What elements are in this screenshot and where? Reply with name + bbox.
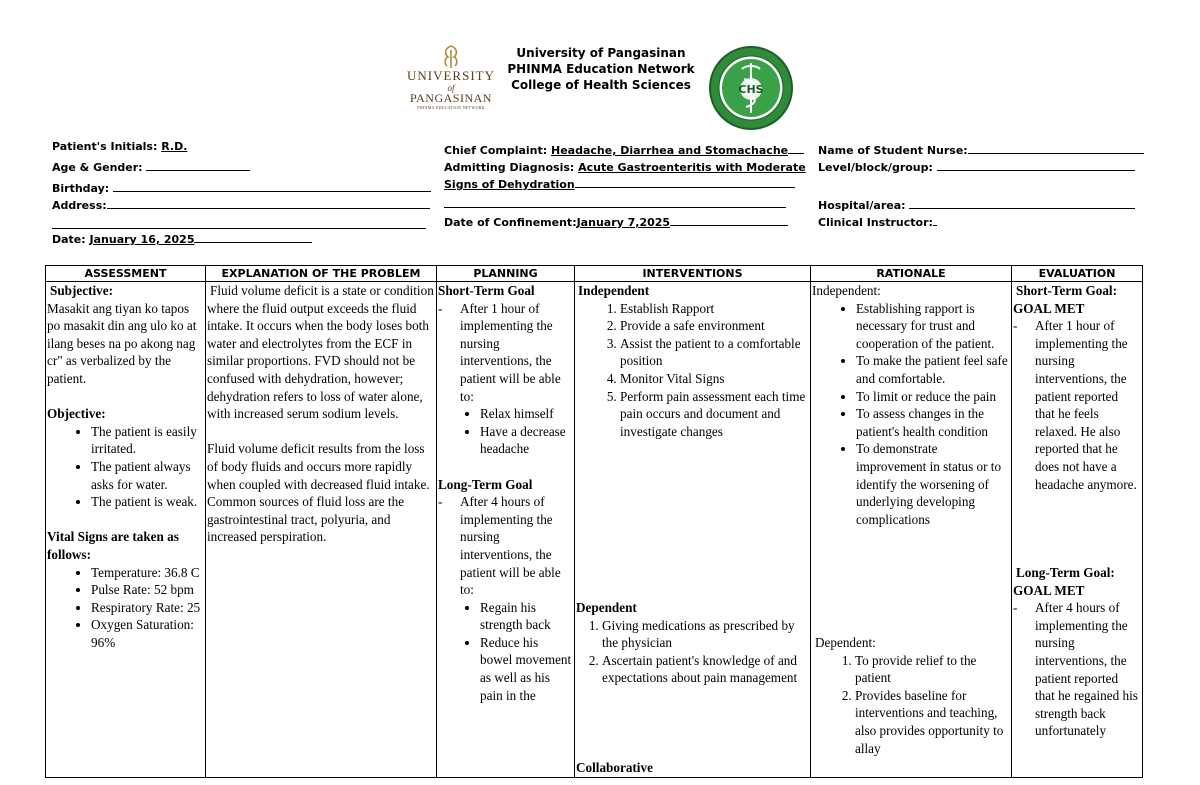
logo-word-of: of [447,83,455,93]
patient-initials-value: R.D. [161,140,188,153]
short-term-goal-text: After 1 hour of implementing the nursing interventions, the patient will be able to: [460,300,561,404]
university-logo [405,44,497,130]
list-item: • Have a decrease headache [480,423,573,458]
chief-complaint-label: Chief Complaint: [444,144,548,157]
explanation-paragraph-2: Fluid volume deficit results from the loss of body fluids and occurs more rapidly when coupled with decreased fluid intake. Common sources of fluid loss are the gastrointestinal tract, polyuria, and increased perspiration. [207,441,430,545]
short-term-evaluation-status: GOAL MET [1013,300,1085,316]
age-gender-label: Age & Gender: [52,161,143,174]
dash-marker: - [438,300,443,316]
admitting-diagnosis-line-2 [444,177,795,191]
nursing-care-plan-table [45,265,1143,778]
table-header-row [46,266,1143,282]
admitting-diagnosis-field [444,161,806,174]
objective-list [47,423,204,511]
document-header [496,45,706,93]
long-term-goal-label: Long-Term Goal [438,476,533,492]
subjective-label: Subjective: [50,283,113,298]
long-term-goal-list [438,599,573,705]
address-blank-line-2 [52,228,426,229]
chief-complaint-blank [788,143,804,154]
independent-rationale-list [812,300,1010,529]
student-nurse-label: Name of Student Nurse: [818,144,968,157]
short-term-evaluation-text: After 1 hour of implementing the nursing interventions, the patient reported that he feels relaxed. He also reported that he does not have a headache anymore. [1035,318,1137,492]
planning-cell [437,282,575,778]
explanation-paragraph-1: Fluid volume deficit is a state or condition where the fluid output exceeds the fluid intake. It occurs when the body loses both water and electrolytes from the ECF in similar proportions. FVD should not be confused with dehydration, however; dehydration refers to loss of water alone, with increased serum sodium levels. [207,283,434,422]
patient-initials-label: Patient's Initials: [52,140,158,153]
list-item: • To assess changes in the patient's health condition [856,405,1010,440]
list-item: 2. Provides baseline for interventions and teaching, also provides opportunity to allay [855,687,1010,757]
list-item: • Respiratory Rate: 25 [91,599,204,617]
vitals-label: Vital Signs are taken as follows: [47,529,179,562]
independent-interventions-list [576,300,809,441]
chief-complaint-value: Headache, Diarrhea and Stomachache [551,144,789,157]
diagnosis-blank-line [444,207,786,208]
list-item: • The patient always asks for water. [91,458,204,493]
list-item: • The patient is easily irritated. [91,423,204,458]
seal-initials: CHS [738,83,764,96]
confinement-value: January 7,2025 [576,216,671,229]
subjective-text: Masakit ang tiyan ko tapos po masakit din ang ulo ko at ilang beses na po akong nag cr" as verbalized by the patient. [47,300,197,386]
header-rationale: RATIONALE [811,266,1012,282]
list-item: • Pulse Rate: 52 bpm [91,581,204,599]
rationale-cell [811,282,1012,778]
list-item: • To demonstrate improvement in status or to identify the worsening of underlying developing complications [856,440,1010,528]
logo-word-university: UNIVERSITY [407,68,495,83]
date-blank [194,232,312,243]
age-gender-field [52,160,250,174]
date-field [52,232,312,246]
list-item: • Temperature: 36.8 C [91,564,204,582]
birthday-label: Birthday: [52,182,110,195]
list-item: • Regain his strength back [480,599,573,634]
header-planning: PLANNING [437,266,575,282]
list-item: 3. Assist the patient to a comfortable position [620,335,809,370]
dash-marker: - [438,494,443,510]
short-term-goal-item [438,300,573,406]
list-item: • Relax himself [480,405,573,423]
admitting-diagnosis-value-1: Acute Gastroenteritis with Moderate [578,161,806,174]
instructor-blank [933,215,937,226]
instructor-label: Clinical Instructor: [818,216,933,229]
header-interventions: INTERVENTIONS [575,266,811,282]
confinement-label: Date of Confinement: [444,216,577,229]
list-item: • Reduce his bowel movement as well as his pain in the [480,634,573,704]
dependent-interventions-label: Dependent [576,600,637,615]
long-term-goal-text: After 4 hours of implementing the nursing interventions, the patient will be able to: [460,494,561,598]
dependent-rationale-label: Dependent: [815,635,876,650]
hospital-label: Hospital/area: [818,199,906,212]
list-item: • Oxygen Saturation: 96% [91,616,204,651]
address-field [52,198,430,212]
long-term-evaluation-text: After 4 hours of implementing the nursing interventions, the patient reported that he regained his strength back unfortunately [1035,600,1138,739]
list-item: 1. Establish Rapport [620,300,809,318]
header-line-university: University of Pangasinan [516,46,686,60]
date-value: January 16, 2025 [89,233,195,246]
short-term-goal-label: Short-Term Goal [438,283,535,298]
header-assessment: ASSESSMENT [46,266,206,282]
admitting-diagnosis-blank [575,177,795,188]
list-item: 1. Giving medications as prescribed by the physician [602,617,809,652]
student-nurse-blank [968,143,1144,154]
dependent-rationale [815,634,1010,757]
birthday-field [52,181,431,195]
block-blank [937,160,1135,171]
collaborative-interventions-label: Collaborative [576,760,653,775]
header-evaluation: EVALUATION [1012,266,1143,282]
objective-label: Objective: [47,406,106,422]
independent-rationale-label: Independent: [812,283,881,298]
admitting-diagnosis-label: Admitting Diagnosis: [444,161,575,174]
logo-word-pangasinan: PANGASINAN [410,91,492,105]
dependent-interventions [576,599,809,687]
list-item: 4. Monitor Vital Signs [620,370,809,388]
patient-initials-field [52,140,187,153]
long-term-evaluation [1013,564,1141,740]
confinement-field [444,215,788,229]
header-line-network: PHINMA Education Network [507,62,695,76]
instructor-field [818,215,937,229]
birthday-blank [113,181,431,192]
long-term-evaluation-item [1013,599,1141,740]
hospital-field [818,198,1135,212]
student-nurse-field [818,143,1144,157]
explanation-cell [206,282,437,778]
hospital-blank [909,198,1135,209]
confinement-blank [670,215,788,226]
list-item: • To limit or reduce the pain [856,388,1010,406]
block-field [818,160,1135,174]
list-item: • Establishing rapport is necessary for trust and cooperation of the patient. [856,300,1010,353]
address-blank [107,198,430,209]
list-item: 1. To provide relief to the patient [855,652,1010,687]
assessment-cell [46,282,206,778]
long-term-evaluation-status: GOAL MET [1013,582,1085,598]
chs-seal-icon [708,45,794,131]
list-item: 2. Provide a safe environment [620,317,809,335]
logo-word-network: PHINMA EDUCATION NETWORK [417,105,485,110]
dependent-interventions-list [576,617,809,687]
address-label: Address: [52,199,107,212]
header-explanation: EXPLANATION OF THE PROBLEM [206,266,437,282]
chief-complaint-field [444,143,804,157]
independent-interventions-label: Independent [578,283,650,298]
short-term-evaluation-label: Short-Term Goal: [1016,283,1117,298]
dash-marker: - [1013,600,1018,616]
list-item: • To make the patient feel safe and comfortable. [856,352,1010,387]
long-term-goal-item [438,493,573,599]
dependent-rationale-list [815,652,1010,758]
crest-icon [438,44,464,70]
block-label: Level/block/group: [818,161,933,174]
evaluation-cell [1012,282,1143,778]
date-label: Date: [52,233,86,246]
dash-marker: - [1013,318,1018,334]
list-item: 2. Ascertain patient's knowledge of and expectations about pain management [602,652,809,687]
short-term-evaluation-item [1013,317,1141,493]
vitals-list [47,564,204,652]
short-term-goal-list [438,405,573,458]
age-gender-blank [146,160,250,171]
long-term-evaluation-label: Long-Term Goal: [1016,565,1115,580]
interventions-cell [575,282,811,778]
list-item: 5. Perform pain assessment each time pain occurs and document and investigate changes [620,388,809,441]
table-row [46,282,1143,778]
header-line-college: College of Health Sciences [511,78,691,92]
admitting-diagnosis-value-2: Signs of Dehydration [444,178,575,191]
list-item: • The patient is weak. [91,493,204,511]
